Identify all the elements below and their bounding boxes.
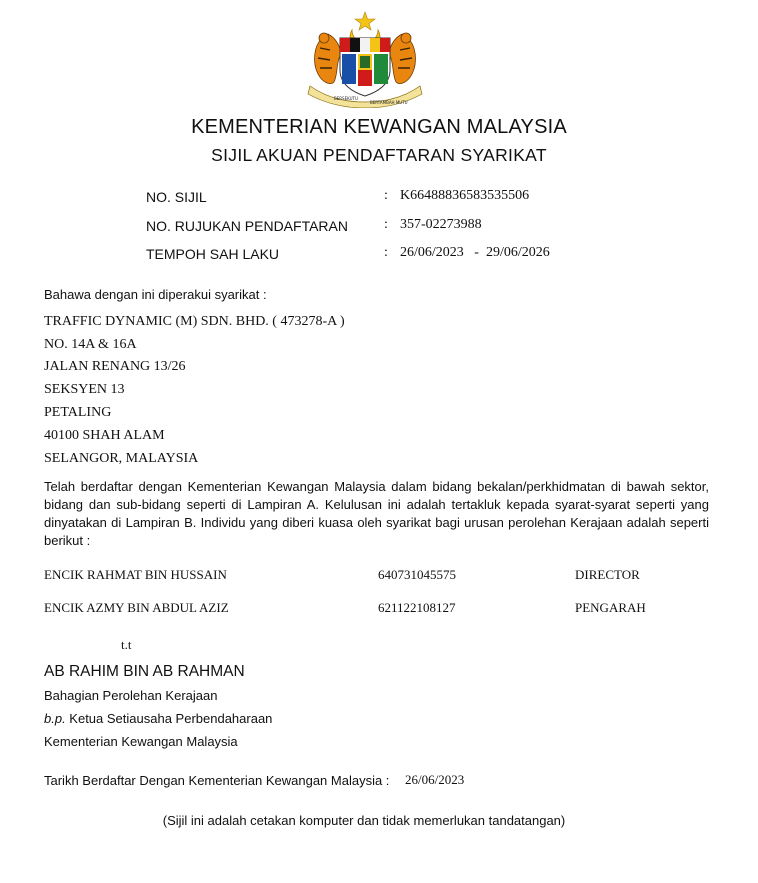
motto-right-text: BERTAMBAH MUTU [370,100,408,105]
director-id: 640731045575 [378,567,456,582]
signatory-title-text: Ketua Setiausaha Perbendaharaan [65,711,273,726]
director-name: ENCIK AZMY BIN ABDUL AZIZ [44,600,229,615]
intro-text: Bahawa dengan ini diperakui syarikat : [44,287,267,302]
field-label-no-sijil: NO. SIJIL [146,189,207,205]
tt-mark: t.t [121,637,132,652]
registration-label: Tarikh Berdaftar Dengan Kementerian Kewangan Malaysia : [44,773,390,788]
field-colon: : [384,188,388,203]
address-line: NO. 14A & 16A [44,337,137,352]
bp-prefix: b.p. [44,711,66,726]
address-line: SELANGOR, MALAYSIA [44,451,199,466]
signatory-name: AB RAHIM BIN AB RAHMAN [44,663,245,680]
field-value-no-rujukan: 357-02273988 [400,217,482,232]
field-colon: : [384,245,388,260]
body-paragraph: Telah berdaftar dengan Kementerian Kewangan Malaysia dalam bidang bekalan/perkhidmatan di bawah sektor, bidang dan sub-bidang seperti di Lampiran A. Kelulusan ini adalah tertakluk kepada syarat-syarat seperti yang dinyatakan di Lampiran B. Individu yang diberi kuasa oleh syarikat bagi urusan perolehan Kerajaan adalah seperti berikut : [44,479,709,548]
address-line: JALAN RENANG 13/26 [44,359,186,374]
field-label-no-rujukan: NO. RUJUKAN PENDAFTARAN [146,218,348,234]
director-id: 621122108127 [378,600,456,615]
address-line: 40100 SHAH ALAM [44,428,165,443]
certificate-title: SIJIL AKUAN PENDAFTARAN SYARIKAT [211,145,547,165]
director-role: PENGARAH [575,600,646,615]
director-name: ENCIK RAHMAT BIN HUSSAIN [44,567,227,582]
coat-of-arms-logo [300,8,430,108]
address-line: SEKSYEN 13 [44,382,125,397]
footer-note: (Sijil ini adalah cetakan komputer dan tidak memerlukan tandatangan) [162,813,566,828]
field-colon: : [384,217,388,232]
ministry-title: KEMENTERIAN KEWANGAN MALAYSIA [191,116,567,138]
director-role: DIRECTOR [575,567,640,582]
address-line: PETALING [44,405,112,420]
field-label-tempoh: TEMPOH SAH LAKU [146,246,280,262]
signatory-division: Bahagian Perolehan Kerajaan [44,688,218,703]
registration-date: 26/06/2023 [405,772,465,787]
signatory-title [44,711,272,726]
company-name: TRAFFIC DYNAMIC (M) SDN. BHD. ( 473278-A ) [44,314,345,329]
motto-left-text: BERSEKUTU [334,96,358,101]
field-value-no-sijil: K66488836583535506 [400,188,530,203]
signatory-ministry: Kementerian Kewangan Malaysia [44,734,238,749]
field-value-tempoh: 26/06/2023 - 29/06/2026 [400,245,550,260]
